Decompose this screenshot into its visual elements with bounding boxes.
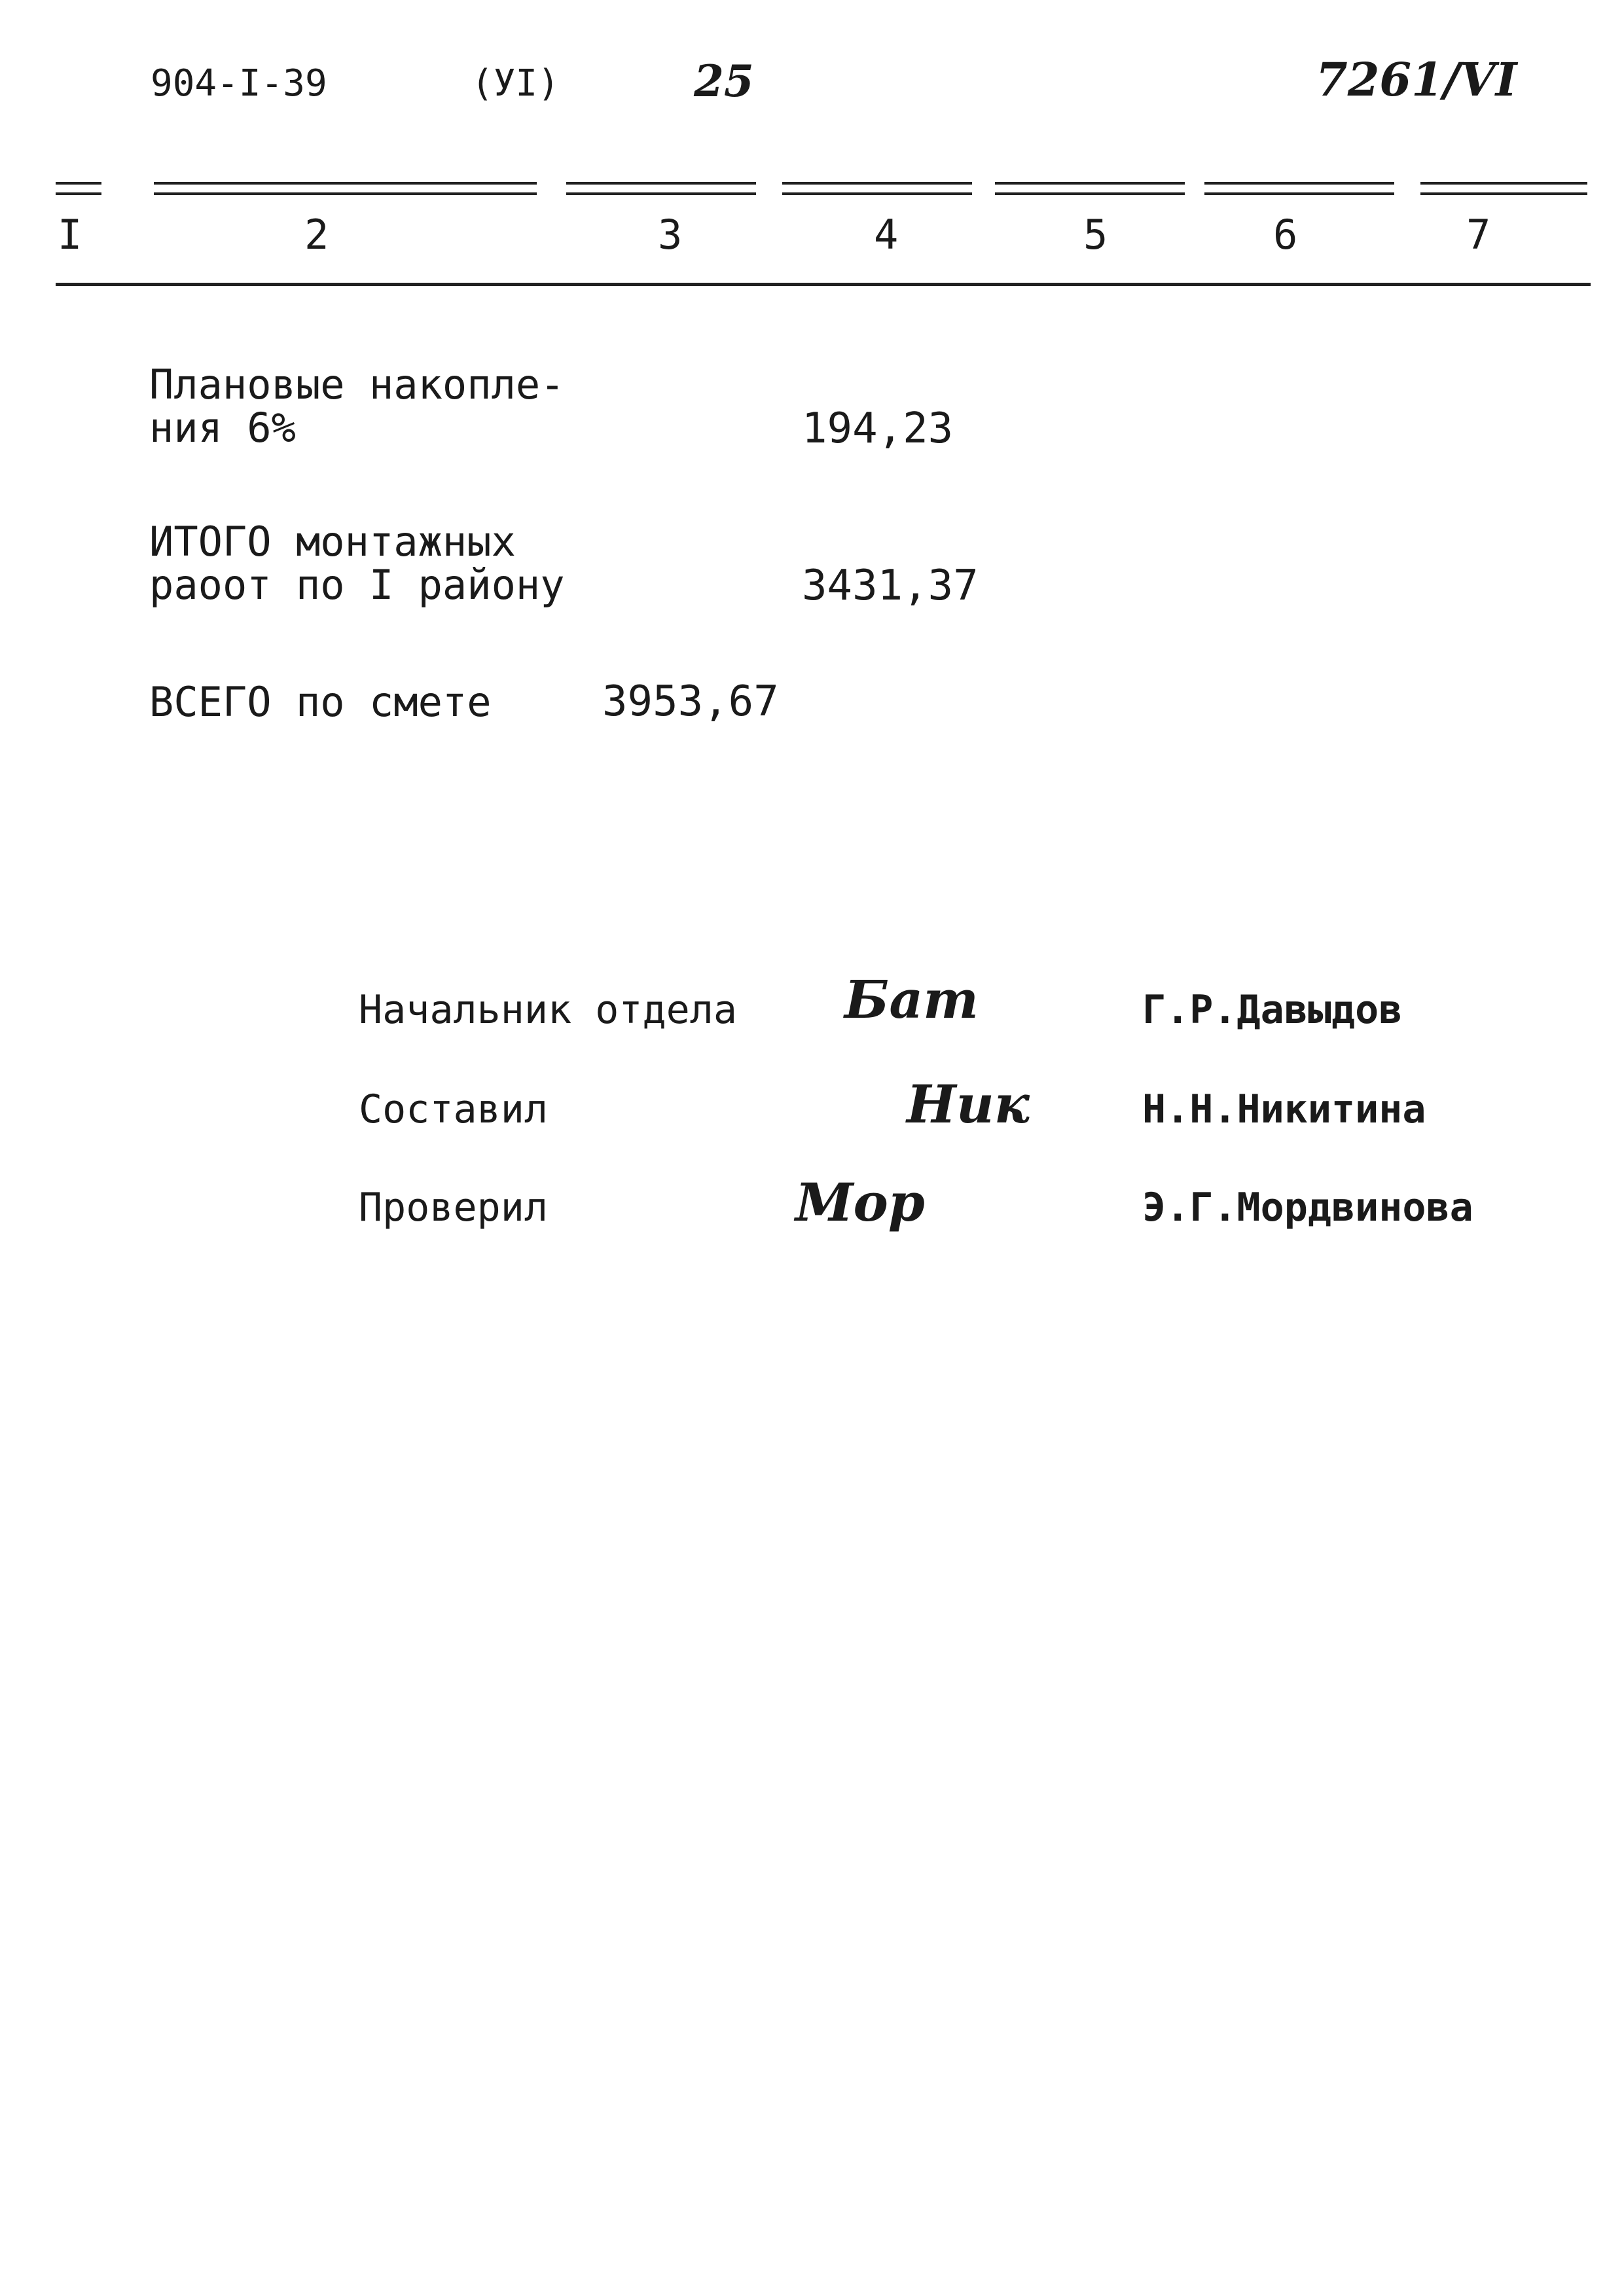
- column-number: 6: [1273, 211, 1298, 259]
- archive-number: 7261/VI: [1316, 52, 1517, 107]
- row-value: 3953,67: [602, 677, 779, 726]
- signer-name: Г.Р.Давыдов: [1142, 987, 1403, 1033]
- header-double-line: [1420, 182, 1587, 195]
- row-label: Плановые накопле-: [149, 361, 565, 408]
- document-code: 904-I-39: [151, 62, 327, 105]
- handwritten-signature: Мор: [795, 1172, 925, 1233]
- row-value: 194,23: [802, 404, 954, 453]
- section-code: (УI): [471, 62, 560, 105]
- header-double-line: [995, 182, 1185, 195]
- column-number: 5: [1083, 211, 1108, 259]
- header-double-line: [154, 182, 537, 195]
- column-number: 4: [874, 211, 899, 259]
- column-number: 2: [304, 211, 329, 259]
- page-number: 25: [694, 56, 754, 107]
- handwritten-signature: Ник: [907, 1073, 1030, 1135]
- signature-role: Проверил: [359, 1185, 548, 1230]
- signer-name: Э.Г.Мордвинова: [1142, 1185, 1473, 1230]
- row-label: ИТОГО монтажных: [149, 518, 516, 565]
- row-value: 3431,37: [802, 562, 979, 610]
- header-double-line: [566, 182, 756, 195]
- header-double-line: [1204, 182, 1394, 195]
- column-number: 3: [658, 211, 683, 259]
- header-double-line: [56, 182, 101, 195]
- signer-name: Н.Н.Никитина: [1142, 1086, 1426, 1132]
- column-number: 7: [1466, 211, 1491, 259]
- signature-role: Начальник отдела: [359, 987, 737, 1033]
- row-label: раоот по I району: [149, 561, 565, 609]
- signature-role: Составил: [359, 1086, 548, 1132]
- handwritten-signature: Бат: [844, 969, 979, 1030]
- column-number: I: [58, 211, 82, 259]
- row-label: ВСЕГО по смете: [149, 678, 492, 726]
- row-label: ния 6%: [149, 404, 296, 452]
- header-double-line: [782, 182, 972, 195]
- header-rule: [56, 283, 1591, 286]
